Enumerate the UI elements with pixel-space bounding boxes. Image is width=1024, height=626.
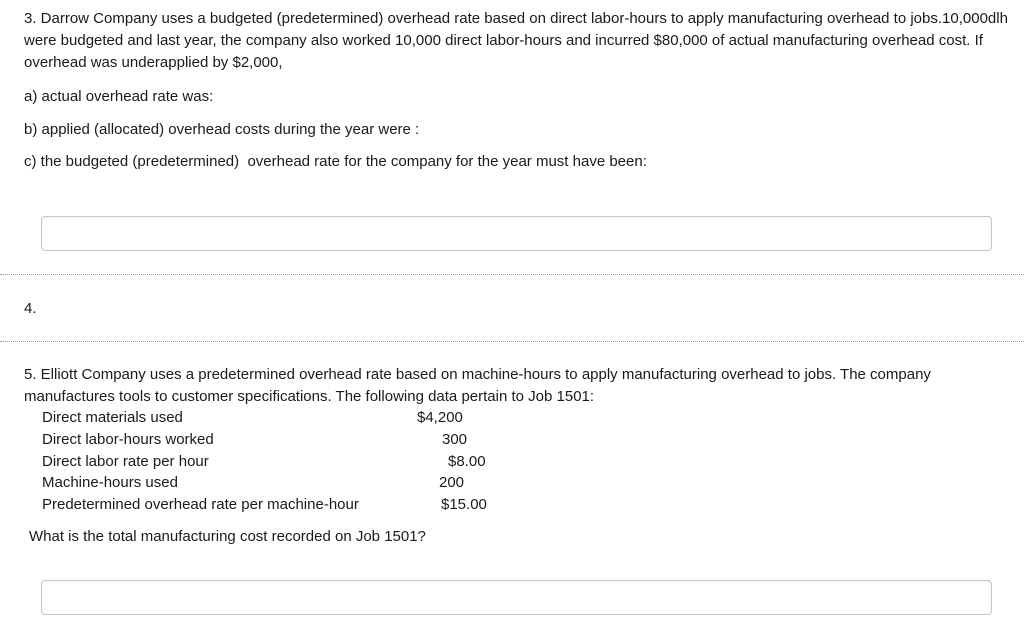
data-row-label: Direct labor rate per hour — [42, 453, 209, 470]
divider — [0, 274, 1024, 275]
question-3-part-c: c) the budgeted (predetermined) overhead rate for the company for the year must have been: — [24, 153, 647, 170]
data-row-label: Machine-hours used — [42, 474, 178, 491]
divider — [0, 341, 1024, 342]
question-3-answer-field[interactable] — [41, 216, 992, 251]
data-row-label: Predetermined overhead rate per machine-hour — [42, 496, 359, 513]
data-row-value: $4,200 — [417, 409, 463, 426]
question-5-answer-field[interactable] — [41, 580, 992, 615]
question-5-prompt: What is the total manufacturing cost recorded on Job 1501? — [29, 528, 426, 545]
question-3-text: 3. Darrow Company uses a budgeted (predetermined) overhead rate based on direct labor-hours to apply manufacturing overhead to jobs.10,000dlh were budgeted and last year, the company also worked 10,000 direct labor-hours and incurred $80,000 of actual manufacturing overhead cost. If overhead was underapplied by $2,000, — [24, 10, 1008, 71]
question-3-part-b: b) applied (allocated) overhead costs during the year were : — [24, 121, 420, 138]
question-4-label: 4. — [24, 300, 37, 317]
data-row-label: Direct materials used — [42, 409, 183, 426]
question-3-part-a: a) actual overhead rate was: — [24, 88, 214, 105]
data-row-value: $15.00 — [441, 496, 487, 513]
data-row-value: 200 — [439, 474, 465, 491]
question-5-text: 5. Elliott Company uses a predetermined overhead rate based on machine-hours to apply manufacturing overhead to jobs. The company manufactures tools to customer specifications. The following data pertain to Job 1501: — [24, 366, 931, 405]
data-row-value: $8.00 — [448, 453, 486, 470]
data-row-value: 300 — [442, 431, 468, 448]
data-row-label: Direct labor-hours worked — [42, 431, 214, 448]
